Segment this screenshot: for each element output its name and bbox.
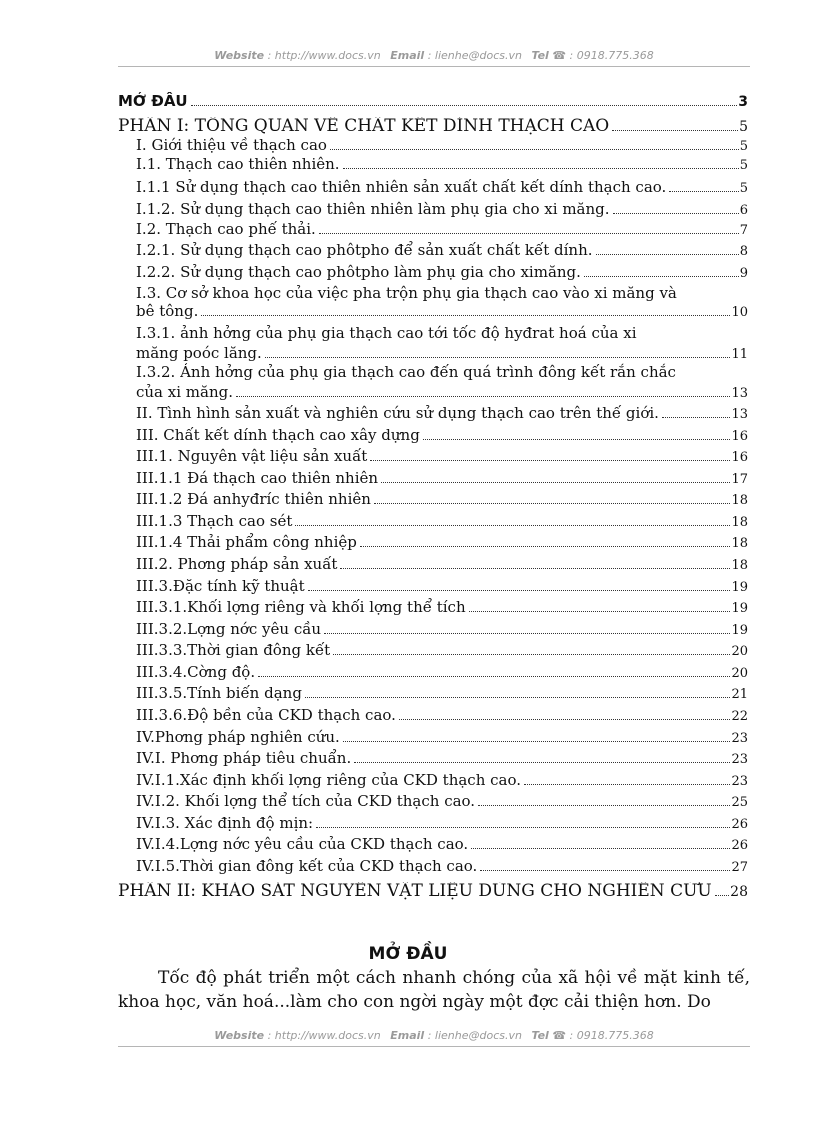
- toc-entry[interactable]: III.3.2.Lợng nớc yêu cầu 19: [136, 620, 748, 638]
- toc-entry[interactable]: IV.I. Phơng pháp tiêu chuẩn. 23: [136, 749, 748, 767]
- toc-entry[interactable]: III. Chất kết dính thạch cao xây dựng 16: [136, 426, 748, 444]
- page-header: [118, 49, 750, 62]
- toc-entry-phan-1[interactable]: PHẦN I: TỔNG QUAN VỀ CHẤT KẾT DÍNH THẠCH CAO 5: [118, 117, 748, 136]
- header-rule: [118, 66, 750, 67]
- footer-rule: [118, 1046, 750, 1047]
- body-paragraph: Tốc độ phát triển một cách nhanh chóng của xã hội về mặt kinh tế, khoa học, văn hoá...làm cho con ngời ngày một đợc cải thiện hơn. Do: [118, 968, 750, 1012]
- toc-entry[interactable]: III.3.Đặc tính kỹ thuật 19: [136, 577, 748, 595]
- toc-entry[interactable]: I.2.1. Sử dụng thạch cao phôtpho để sản xuất chất kết dính. 8: [136, 241, 748, 259]
- toc-entry[interactable]: III.1.3 Thạch cao sét 18: [136, 512, 748, 530]
- toc-entry[interactable]: I.1.1 Sử dụng thạch cao thiên nhiên sản xuất chất kết dính thạch cao. 5: [136, 178, 748, 196]
- toc-entry[interactable]: I.1.2. Sử dụng thạch cao thiên nhiên làm phụ gia cho xi măng. 6: [136, 200, 748, 218]
- email-label: Email: [390, 1029, 425, 1042]
- toc-entry[interactable]: III.3.5.Tính biến dạng 21: [136, 684, 748, 702]
- website-label: Website: [214, 1029, 265, 1042]
- toc-entry-wrapped-line1[interactable]: I.3.1. ảnh hởng của phụ gia thạch cao tới tốc độ hyđrat hoá của xi: [136, 324, 637, 342]
- tel-value: ☎ : 0918.775.368: [552, 49, 654, 62]
- toc-entry-phan-2[interactable]: PHẦN II: KHẢO SÁT NGUYÊN VẬT LIỆU DÙNG CHO NGHIÊN CỨU 28: [118, 882, 748, 901]
- toc-entry[interactable]: III.3.6.Độ bền của CKD thạch cao. 22: [136, 706, 748, 724]
- toc-entry[interactable]: bê tông. 10: [136, 302, 748, 320]
- toc-entry[interactable]: của xi măng. 13: [136, 383, 748, 401]
- toc-entry[interactable]: III.3.3.Thời gian đông kết 20: [136, 641, 748, 659]
- toc-entry[interactable]: IV.I.5.Thời gian đông kết của CKD thạch cao. 27: [136, 857, 748, 875]
- toc-entry[interactable]: III.1. Nguyên vật liệu sản xuất 16: [136, 447, 748, 465]
- section-heading: MỞ ĐẦU: [368, 944, 448, 964]
- toc-entry-wrapped-line1[interactable]: I.3.2. Ảnh hởng của phụ gia thạch cao đến quá trình đông kết rắn chắc: [136, 363, 676, 381]
- toc-entry[interactable]: III.1.2 Đá anhyđríc thiên nhiên 18: [136, 490, 748, 508]
- toc-entry[interactable]: IV.I.1.Xác định khối lợng riêng của CKD thạch cao. 23: [136, 771, 748, 789]
- toc-entry[interactable]: IV.I.4.Lợng nớc yêu cầu của CKD thạch cao. 26: [136, 835, 748, 853]
- toc-entry[interactable]: I.2.2. Sử dụng thạch cao phôtpho làm phụ gia cho ximăng. 9: [136, 263, 748, 281]
- toc-entry[interactable]: III.3.4.Cờng độ. 20: [136, 663, 748, 681]
- website-value[interactable]: : http://www.docs.vn: [267, 1029, 381, 1042]
- toc-entry[interactable]: I.2. Thạch cao phế thải. 7: [136, 220, 748, 238]
- toc-entry[interactable]: III.1.1 Đá thạch cao thiên nhiên 17: [136, 469, 748, 487]
- tel-value: ☎ : 0918.775.368: [552, 1029, 654, 1042]
- toc-entry[interactable]: III.3.1.Khối lợng riêng và khối lợng thể tích 19: [136, 598, 748, 616]
- toc-entry-mo-dau[interactable]: MỞ ĐẦU 3: [118, 92, 748, 110]
- email-value[interactable]: : lienhe@docs.vn: [427, 49, 522, 62]
- website-label: Website: [214, 49, 265, 62]
- toc-entry[interactable]: III.2. Phơng pháp sản xuất 18: [136, 555, 748, 573]
- toc-entry[interactable]: IV.I.3. Xác định độ mịn: 26: [136, 814, 748, 832]
- toc-entry[interactable]: I.1. Thạch cao thiên nhiên. 5: [136, 155, 748, 173]
- toc-entry-wrapped-line1[interactable]: I.3. Cơ sở khoa học của việc pha trộn phụ gia thạch cao vào xi măng và: [136, 284, 677, 302]
- page-footer: [118, 1029, 750, 1042]
- toc-entry[interactable]: I. Giới thiệu về thạch cao 5: [136, 136, 748, 154]
- email-value[interactable]: : lienhe@docs.vn: [427, 1029, 522, 1042]
- toc-entry[interactable]: II. Tình hình sản xuất và nghiên cứu sử dụng thạch cao trên thế giới. 13: [136, 404, 748, 422]
- toc-entry[interactable]: măng poóc lăng. 11: [136, 344, 748, 362]
- toc-entry[interactable]: IV.Phơng pháp nghiên cứu. 23: [136, 728, 748, 746]
- tel-label: Tel: [531, 1029, 549, 1042]
- toc-entry[interactable]: III.1.4 Thải phẩm công nhiệp 18: [136, 533, 748, 551]
- website-value[interactable]: : http://www.docs.vn: [267, 49, 381, 62]
- tel-label: Tel: [531, 49, 549, 62]
- toc-entry[interactable]: IV.I.2. Khối lợng thể tích của CKD thạch cao. 25: [136, 792, 748, 810]
- email-label: Email: [390, 49, 425, 62]
